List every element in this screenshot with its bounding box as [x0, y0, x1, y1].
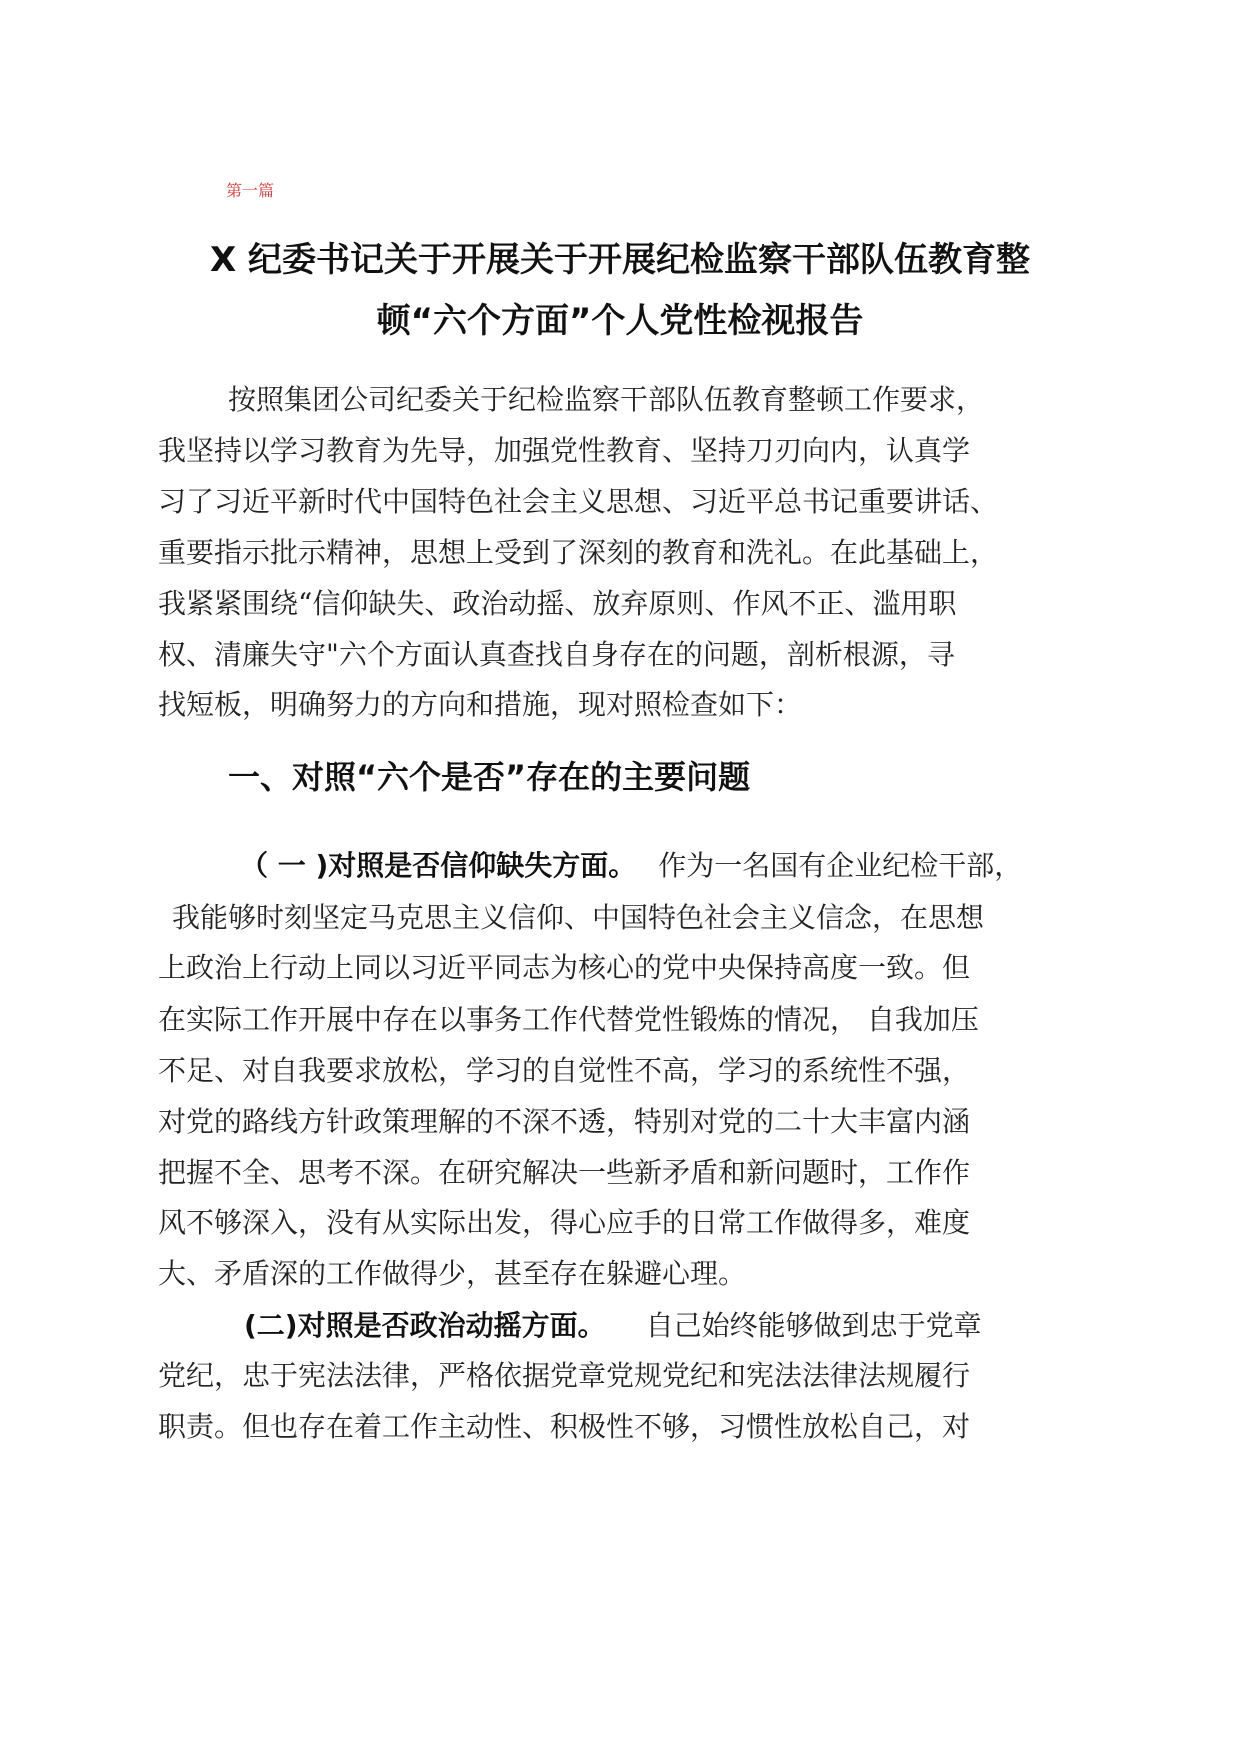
- subsection-1-first-line: [240, 849, 1022, 883]
- intro-line: 重要指示批示精神，思想上受到了深刻的教育和洗礼。在此基础上，: [158, 536, 999, 569]
- subsection-1-line: 风不够深入，没有从实际出发，得心应手的日常工作做得多，难度: [158, 1206, 971, 1239]
- subsection-1-line: 不足、对自我要求放松，学习的自觉性不高，学习的系统性不强，: [158, 1054, 971, 1087]
- intro-line: 找短板，明确努力的方向和措施，现对照检查如下：: [158, 688, 803, 721]
- section-heading: 一、对照“六个是否”存在的主要问题: [228, 758, 751, 796]
- subsection-2-first-line: [244, 1309, 982, 1343]
- subsection-2-line: 党纪，忠于宪法法律，严格依据党章党规党纪和宪法法律法规履行: [158, 1359, 971, 1392]
- title-line-1: X 纪委书记关于开展关于开展纪检监察干部队伍教育整: [209, 240, 1031, 280]
- subsection-1-text: 作为一名国有企业纪检干部，: [658, 849, 1023, 882]
- subsection-1-line: 大、矛盾深的工作做得少，甚至存在躲避心理。: [158, 1257, 747, 1290]
- subsection-2-heading: (二)对照是否政治动摇方面。: [244, 1309, 606, 1342]
- subsection-2-line: 职责。但也存在着工作主动性、积极性不够，习惯性放松自己，对: [158, 1410, 971, 1443]
- title-line-2: 顿“六个方面”个人党性检视报告: [376, 301, 864, 341]
- intro-line: 我坚持以学习教育为先导，加强党性教育、坚持刀刃向内，认真学: [158, 434, 971, 467]
- subsection-1-line: 在实际工作开展中存在以事务工作代替党性锻炼的情况， 自我加压: [158, 1003, 979, 1036]
- subsection-1-line: 对党的路线方针政策理解的不深不透，特别对党的二十大丰富内涵: [158, 1105, 971, 1138]
- subsection-1-line: 把握不全、思考不深。在研究解决一些新矛盾和新问题时，工作作: [158, 1156, 971, 1189]
- chapter-label: 第一篇: [226, 181, 275, 200]
- subsection-1-line: 我能够时刻坚定马克思主义信仰、中国特色社会主义信念，在思想: [172, 901, 985, 934]
- intro-line: 我紧紧围绕“信仰缺失、政治动摇、放弃原则、作风不正、滥用职: [158, 587, 957, 620]
- subsection-1-line: 上政治上行动上同以习近平同志为核心的党中央保持高度一致。但: [158, 951, 971, 984]
- intro-line: 按照集团公司纪委关于纪检监察干部队伍教育整顿工作要求，: [228, 383, 985, 416]
- subsection-2-text: 自己始终能够做到忠于党章: [645, 1309, 982, 1342]
- intro-line: 习了习近平新时代中国特色社会主义思想、习近平总书记重要讲话、: [158, 485, 999, 518]
- subsection-1-heading: （ 一 )对照是否信仰缺失方面。: [240, 849, 637, 882]
- intro-line: 权、清廉失守"六个方面认真查找自身存在的问题，剖析根源，寻: [158, 638, 955, 671]
